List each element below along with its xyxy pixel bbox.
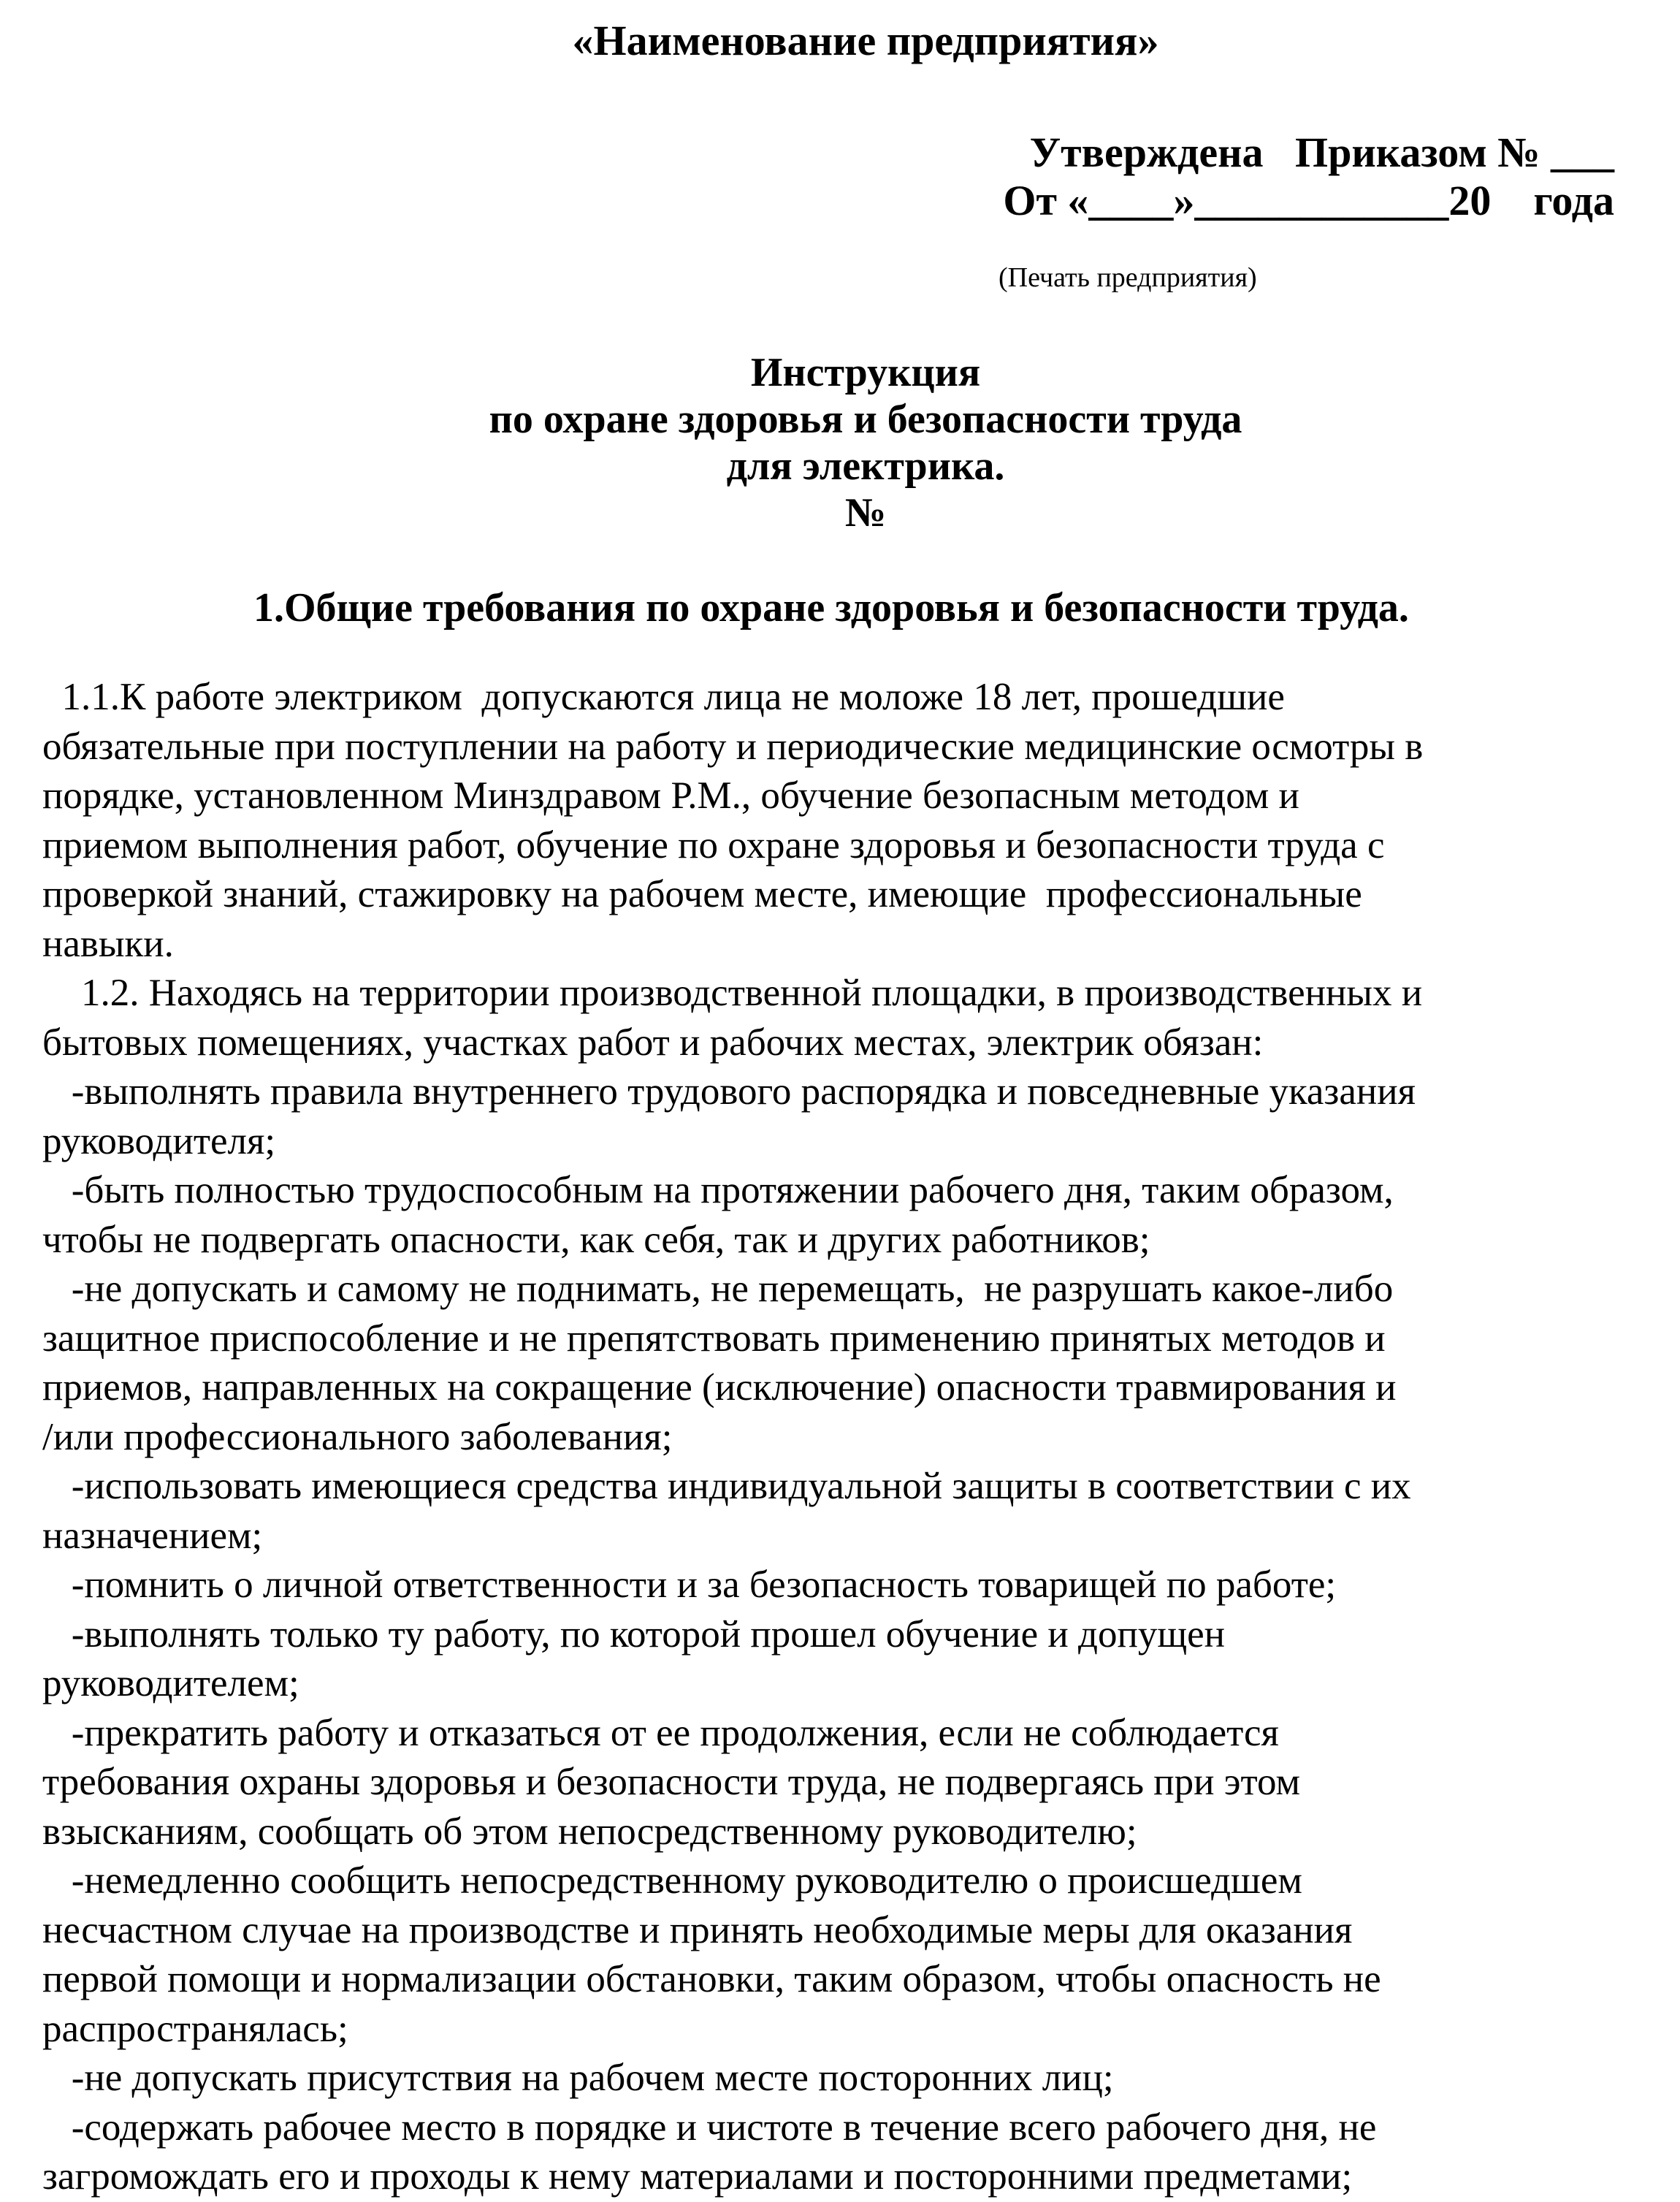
body-line: взысканиям, сообщать об этом непосредственному руководителю; — [42, 1810, 1137, 1853]
body-line: -помнить о личной ответственности и за безопасность товарищей по работе; — [42, 1563, 1337, 1606]
body-line: навыки. — [42, 922, 174, 965]
body-line: -немедленно сообщить непосредственному руководителю о происшедшем — [42, 1859, 1302, 1902]
title-line-1: Инструкция — [750, 350, 981, 395]
body-line: -содержать рабочее место в порядке и чистоте в течение всего рабочего дня, не — [42, 2106, 1377, 2149]
body-line: руководителем; — [42, 1662, 299, 1704]
body-line: требования охраны здоровья и безопасности труда, не подвергаясь при этом — [42, 1761, 1301, 1803]
body-line: обязательные при поступлении на работу и периодические медицинские осмотры в — [42, 725, 1424, 768]
body-line: -использовать имеющиеся средства индивидуальной защиты в соответствии с их — [42, 1465, 1411, 1507]
company-name: «Наименование предприятия» — [572, 17, 1159, 64]
body-line: загромождать его и проходы к нему материалами и посторонними предметами; — [42, 2155, 1353, 2198]
body-line: руководителя; — [42, 1119, 276, 1162]
body-line: проверкой знаний, стажировку на рабочем месте, имеющие профессиональные — [42, 873, 1362, 915]
body-line: приемов, направленных на сокращение (исключение) опасности травмирования и — [42, 1366, 1397, 1409]
body-line: приемом выполнения работ, обучение по охране здоровья и безопасности труда с — [42, 823, 1385, 866]
title-line-2: по охране здоровья и безопасности труда — [489, 397, 1242, 442]
body-line: /или профессионального заболевания; — [42, 1415, 673, 1458]
body-line: -выполнять правила внутреннего трудового распорядка и повседневные указания — [42, 1070, 1416, 1113]
body-line: -прекратить работу и отказаться от ее продолжения, если не соблюдается — [42, 1711, 1279, 1754]
body-line: -выполнять только ту работу, по которой прошел обучение и допущен — [42, 1612, 1226, 1656]
title-line-3: для электрика. — [726, 443, 1005, 489]
body-line: 1.1.К работе электриком допускаются лица не моложе 18 лет, прошедшие — [42, 676, 1285, 718]
section-1-heading: 1.Общие требования по охране здоровья и безопасности труда. — [253, 585, 1409, 630]
body-line: первой помощи и нормализации обстановки, таким образом, чтобы опасность не — [42, 1958, 1381, 2000]
seal-note: (Печать предприятия) — [999, 262, 1257, 293]
body-line: -быть полностью трудоспособным на протяжении рабочего дня, таким образом, — [42, 1169, 1394, 1211]
approved-by-order-line: Утверждена Приказом № ___ — [1029, 129, 1614, 176]
body-line: -не допускать присутствия на рабочем месте посторонних лиц; — [42, 2057, 1114, 2099]
body-line: чтобы не подвергать опасности, как себя, так и других работников; — [42, 1218, 1150, 1261]
body-line: 1.2. Находясь на территории производственной площадки, в производственных и — [42, 972, 1423, 1014]
document-title — [0, 349, 1680, 536]
body-line: защитное приспособление и не препятствовать применению принятых методов и — [42, 1317, 1386, 1360]
body-line: порядке, установленном Минздравом Р.М., обучение безопасным методом и — [42, 774, 1299, 817]
body-line: бытовых помещениях, участках работ и рабочих местах, электрик обязан: — [42, 1021, 1264, 1064]
body-line: назначением; — [42, 1514, 263, 1557]
body-line: -не допускать и самому не поднимать, не перемещать, не разрушать какое-либо — [42, 1268, 1394, 1310]
body-line: несчастном случае на производстве и принять необходимые меры для оказания — [42, 1908, 1353, 1951]
approval-date-line: От «____»____________20 года — [1003, 177, 1614, 224]
title-number: № — [844, 490, 887, 536]
section-1-body — [42, 673, 1642, 2202]
approval-block — [971, 129, 1614, 225]
body-line: распространялась; — [42, 2007, 348, 2050]
